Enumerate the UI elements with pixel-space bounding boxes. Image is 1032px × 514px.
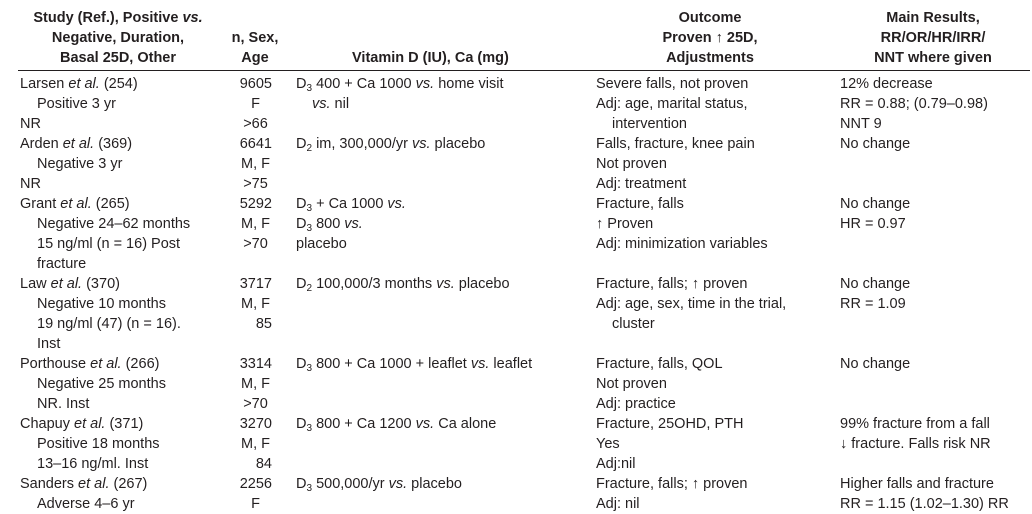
results-cell: RR = 1.15 (1.02–1.30) RR [840,496,1009,512]
header-outcome-line-1: Outcome [678,10,742,26]
table-row [0,234,1032,254]
table-row [0,294,1032,314]
n-sex-age-cell: 2256 [239,476,272,492]
table-row [0,414,1032,434]
vitamin-cell: $D_2$ 100,000/3 months vs. placebo [296,276,510,294]
header-vitamin-line: Vitamin D (IU), Ca (mg) [352,50,509,66]
outcome-cell: Fracture, falls; ↑ proven [596,276,748,292]
results-cell: ↓ fracture. Falls risk NR [840,436,991,452]
n-sex-age-cell: M, F [241,216,270,232]
outcome-cell: Fracture, 25OHD, PTH [596,416,744,432]
header-vitamin [352,48,509,68]
table-row [0,154,1032,174]
study-cell: 19 ng/ml (47) (n = 16). [37,316,181,332]
vitamin-cell: vs. nil [312,96,350,112]
study-cell: Sanders et al. (267) [20,476,148,492]
outcome-cell: Adj: minimization variables [596,236,768,252]
header-outcome-line-2: Proven ↑ 25D, [662,30,758,46]
study-cell: Chapuy et al. (371) [20,416,144,432]
study-cell: Porthouse et al. (266) [20,356,160,372]
study-cell: fracture [37,256,87,272]
outcome-cell: Not proven [596,156,667,172]
table-row [0,74,1032,94]
outcome-cell: Adj: age, sex, time in the trial, [596,296,787,312]
results-cell: Higher falls and fracture [840,476,994,492]
outcome-cell: Severe falls, not proven [596,76,749,92]
table-row [0,214,1032,234]
table-row [0,434,1032,454]
n-sex-age-cell: 5292 [239,196,272,212]
table-row [0,274,1032,294]
vitamin-cell: $D_3$ 800 + Ca 1000 + leaflet vs. leaflet [296,356,533,374]
outcome-cell: Fracture, falls [596,196,684,212]
study-cell: Negative 24–62 months [37,216,191,232]
n-sex-age-cell: 3314 [239,356,272,372]
header-results-line-3: NNT where given [874,50,992,66]
results-cell: RR = 0.88; (0.79–0.98) [840,96,988,112]
n-sex-age-cell: M, F [241,296,270,312]
n-sex-age-cell: >70 [243,396,268,412]
vitamin-cell: placebo [296,236,347,252]
table-row [0,134,1032,154]
outcome-cell: Adj: treatment [596,176,687,192]
study-cell: 15 ng/ml (n = 16) Post [37,236,181,252]
header-study-vs: vs. [182,10,203,26]
n-sex-age-cell: 85 [255,316,272,332]
study-cell: NR [20,176,41,192]
vitamin-cell: $D_3$ 800 vs. [296,216,363,234]
n-sex-age-cell: 3270 [239,416,272,432]
results-cell: HR = 0.97 [840,216,906,232]
header-study-line-3: Basal 25D, Other [59,50,177,66]
header-n-sex-age-line-1: n, Sex, [231,30,279,46]
vitamin-cell: $D_3 + Ca$ 1000 vs. [296,196,406,214]
table-row [0,334,1032,354]
study-cell: Grant et al. (265) [20,196,130,212]
table-row [0,94,1032,114]
n-sex-age-cell: M, F [241,376,270,392]
table-row [0,114,1032,134]
results-cell: 99% fracture from a fall [840,416,990,432]
results-cell: 12% decrease [840,76,933,92]
study-cell: Inst [37,336,61,352]
header-results-line-2: RR/OR/HR/IRR/ [880,30,986,46]
outcome-cell: Adj:nil [596,456,636,472]
outcome-cell: Not proven [596,376,667,392]
table-row [0,474,1032,494]
header-n-sex-age [220,28,290,68]
study-cell: Positive 18 months [37,436,160,452]
outcome-cell: Fracture, falls, QOL [596,356,723,372]
n-sex-age-cell: M, F [241,156,270,172]
n-sex-age-cell: F [251,496,260,512]
results-cell: No change [840,356,911,372]
study-cell: 13–16 ng/ml. Inst [37,456,149,472]
study-cell: Arden et al. (369) [20,136,133,152]
table-row [0,354,1032,374]
table-row [0,194,1032,214]
outcome-cell: intervention [612,116,687,132]
results-cell: No change [840,196,911,212]
header-study [18,8,218,68]
header-study-line-2: Negative, Duration, [51,30,185,46]
header-study-line-1: Study (Ref.), Positive vs. [33,10,203,26]
vitamin-cell: $D_2$ im, 300,000/yr vs. placebo [296,136,486,154]
outcome-cell: Fracture, falls; ↑ proven [596,476,748,492]
outcome-cell: cluster [612,316,655,332]
n-sex-age-cell: 84 [255,456,272,472]
n-sex-age-cell: >66 [243,116,268,132]
outcome-cell: Falls, fracture, knee pain [596,136,755,152]
table-row [0,494,1032,514]
table-row [0,454,1032,474]
study-cell: Adverse 4–6 yr [37,496,135,512]
results-cell: NNT 9 [840,116,882,132]
header-outcome [620,8,800,68]
outcome-cell: Adj: age, marital status, [596,96,748,112]
outcome-cell: ↑ Proven [596,216,654,232]
header-results [838,8,1028,68]
header-results-line-1: Main Results, [886,10,980,26]
study-cell: Law et al. (370) [20,276,120,292]
study-cell: Larsen et al. (254) [20,76,138,92]
n-sex-age-cell: >75 [243,176,268,192]
results-cell: No change [840,276,911,292]
outcome-cell: Yes [596,436,620,452]
table-row [0,174,1032,194]
n-sex-age-cell: M, F [241,436,270,452]
table-row [0,394,1032,414]
table-row [0,254,1032,274]
vitamin-cell: $D_3$ 500,000/yr vs. placebo [296,476,462,494]
outcome-cell: Adj: practice [596,396,676,412]
study-cell: Negative 10 months [37,296,166,312]
n-sex-age-cell: 9605 [239,76,272,92]
n-sex-age-cell: >70 [243,236,268,252]
n-sex-age-cell: 3717 [239,276,272,292]
study-cell: NR [20,116,41,132]
study-cell: Negative 25 months [37,376,166,392]
outcome-cell: Adj: nil [596,496,640,512]
results-cell: No change [840,136,911,152]
n-sex-age-cell: F [251,96,260,112]
header-outcome-line-3: Adjustments [666,50,754,66]
study-cell: Positive 3 yr [37,96,116,112]
study-cell: Negative 3 yr [37,156,123,172]
vitamin-cell: $D_3$ 400 + Ca 1000 vs. home visit [296,76,504,94]
header-rule [18,70,1030,71]
study-cell: NR. Inst [37,396,90,412]
results-cell: RR = 1.09 [840,296,906,312]
header-n-sex-age-line-2: Age [241,50,269,66]
table-row [0,374,1032,394]
table-row [0,314,1032,334]
vitamin-cell: $D_3$ 800 + Ca 1200 vs. Ca alone [296,416,497,434]
n-sex-age-cell: 6641 [239,136,272,152]
